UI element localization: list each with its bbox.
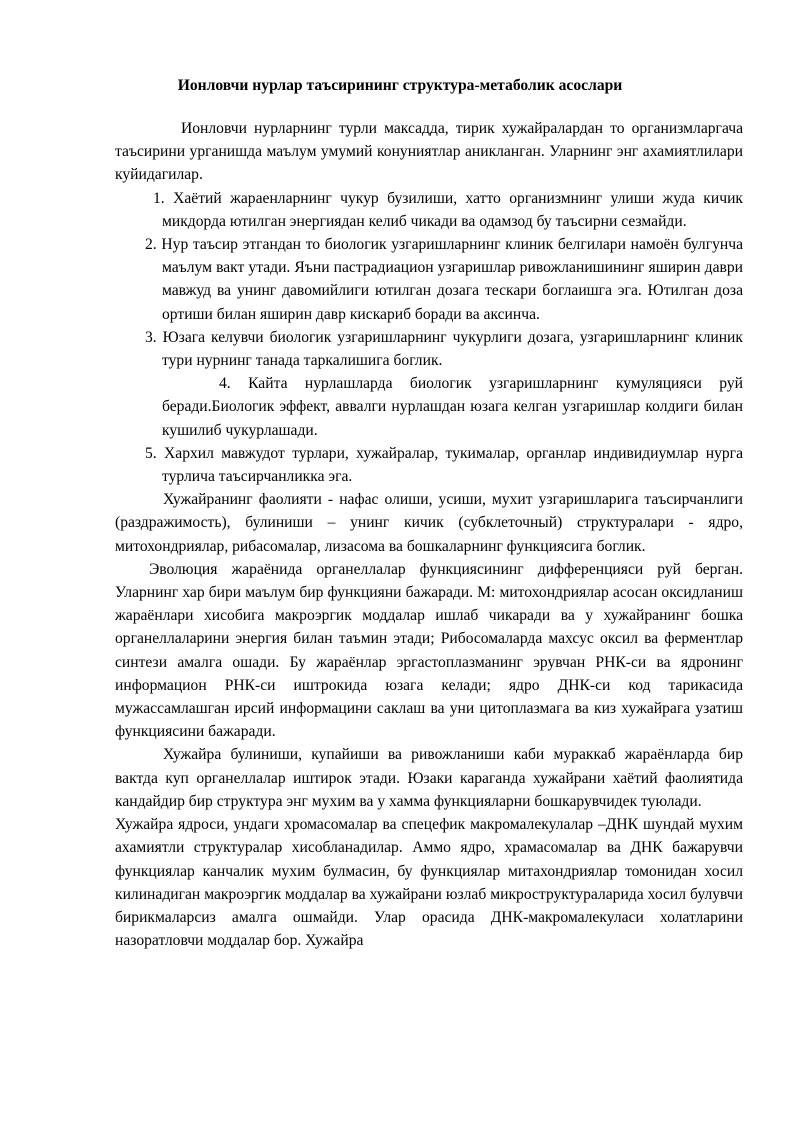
list-item-1 <box>115 187 743 233</box>
cell-nucleus-paragraph: Хужайра ядроси, ундаги хромасомалар ва спецефик макромалекулалар –ДНК шундай мухим ахамиятли структуралар хисобланадилар. Аммо ядро, храмасомалар ва ДНК бажарувчи функциялар канчалик мухим булмасин, бу функциялар митахондриялар томонидан хосил килинадиган макроэргик моддалар ва хужайрани юзлаб микроструктураларида хосил булувчи бирикмаларсиз амалга ошмайди. Улар орасида ДНК-макромалекуласи холатларини назоратловчи моддалар бор. Хужайра <box>115 816 743 950</box>
list-item-2 <box>115 233 743 326</box>
document-title: Ионловчи нурлар таъсирининг структура-метаболик асослари <box>177 77 623 94</box>
list-text-continued: маълум вакт утади. Яъни пастрадиацион узгаришлар ривожланишининг яширин даври мавжуд ва унинг давомийлиги ютилган дозага тескари боглаишга эга. Ютилган доза ортиши билан яширин давр кискариб боради ва аксинча. <box>162 259 743 323</box>
list-text: Нур таъсир этгандан то биологик узгаришларнинг клиник белгилари намоён булгунча <box>161 236 744 254</box>
list-number: 3. <box>145 328 157 346</box>
document-body <box>115 117 743 952</box>
list-item-3 <box>115 326 743 372</box>
list-text: Хаётий жараенларнинг чукур бузилиши, хатто организмнинг улиши жуда кичик <box>173 189 743 207</box>
cell-activity-paragraph: Хужайранинг фаолияти - нафас олиши, усиши, мухит узгаришларига таъсирчанлиги (раздражимость), булиниши – унинг кичик (субклеточный) структуралари - ядро, митохондриялар, рибасомалар, лизасома ва бошкаларнинг функциясига боглик. <box>115 491 743 555</box>
evolution-paragraph: Эволюция жараёнида органеллалар функциясининг дифференцияси руй берган. Уларнинг хар бири маълум бир функцияни бажаради. М: митохондриялар асосан оксидланиш жараёнлари хисобига макроэргик моддалар ишлаб чикаради ва у хужайранинг бошка органеллаларини энергия билан таъмин этади; Рибосомаларда махсус оксил ва ферментлар синтези амалга ошади. Бу жараёнлар эргастоплазманинг эрувчан РНК-си ва ядронинг информацион РНК-си иштрокида юзага келади; ядро ДНК-си код тарикасида мужассамлашган ирсий информацини саклаш ва уни цитоплазмага ва киз хужайрага узатиш функциясини бажаради. <box>115 560 743 741</box>
list-number: 2. <box>145 236 157 254</box>
list-item-4 <box>115 372 743 442</box>
list-item-5 <box>115 442 743 488</box>
list-number: 5. <box>145 444 157 462</box>
list-number: 4. <box>219 375 231 393</box>
intro-paragraph: Ионловчи нурларнинг турли максадда, тирик хужайралардан то организмларгача таъсирини урганишда маълум умумий конуниятлар аникланган. Уларнинг энг ахамиятлилари куйидагилар. <box>115 120 743 184</box>
cell-division-paragraph: Хужайра булиниши, купайиши ва ривожланиши каби мураккаб жараёнларда бир вактда куп органеллалар иштирок этади. Юзаки караганда хужайрани хаётий фаолиятида кандайдир бир структура энг мухим ва у хамма функцияларни бошкарувчидек туюлади. <box>115 746 743 810</box>
list-text: Хархил мавжудот турлари, хужайралар, тукималар, органлар индивидиумлар нурга турлича таъсирчанликка эга. <box>162 444 743 486</box>
list-text: Юзага келувчи биологик узгаришларнинг чукурлиги дозага, узгаришларнинг клиник <box>162 328 743 346</box>
list-text-continued: микдорда ютилган энергиядан келиб чикади ва одамзод бу таъсирни сезмайди. <box>162 212 687 230</box>
list-number: 1. <box>153 189 165 207</box>
list-text: Кайта нурлашларда биологик узгаришларнинг кумуляцияси руй беради.Биологик эффект, аввалги нурлашдан юзага келган узгаришлар колдиги билан кушилиб чукурлашади. <box>162 375 743 439</box>
list-text-continued: тури нурнинг танада таркалишига боглик. <box>162 352 443 370</box>
